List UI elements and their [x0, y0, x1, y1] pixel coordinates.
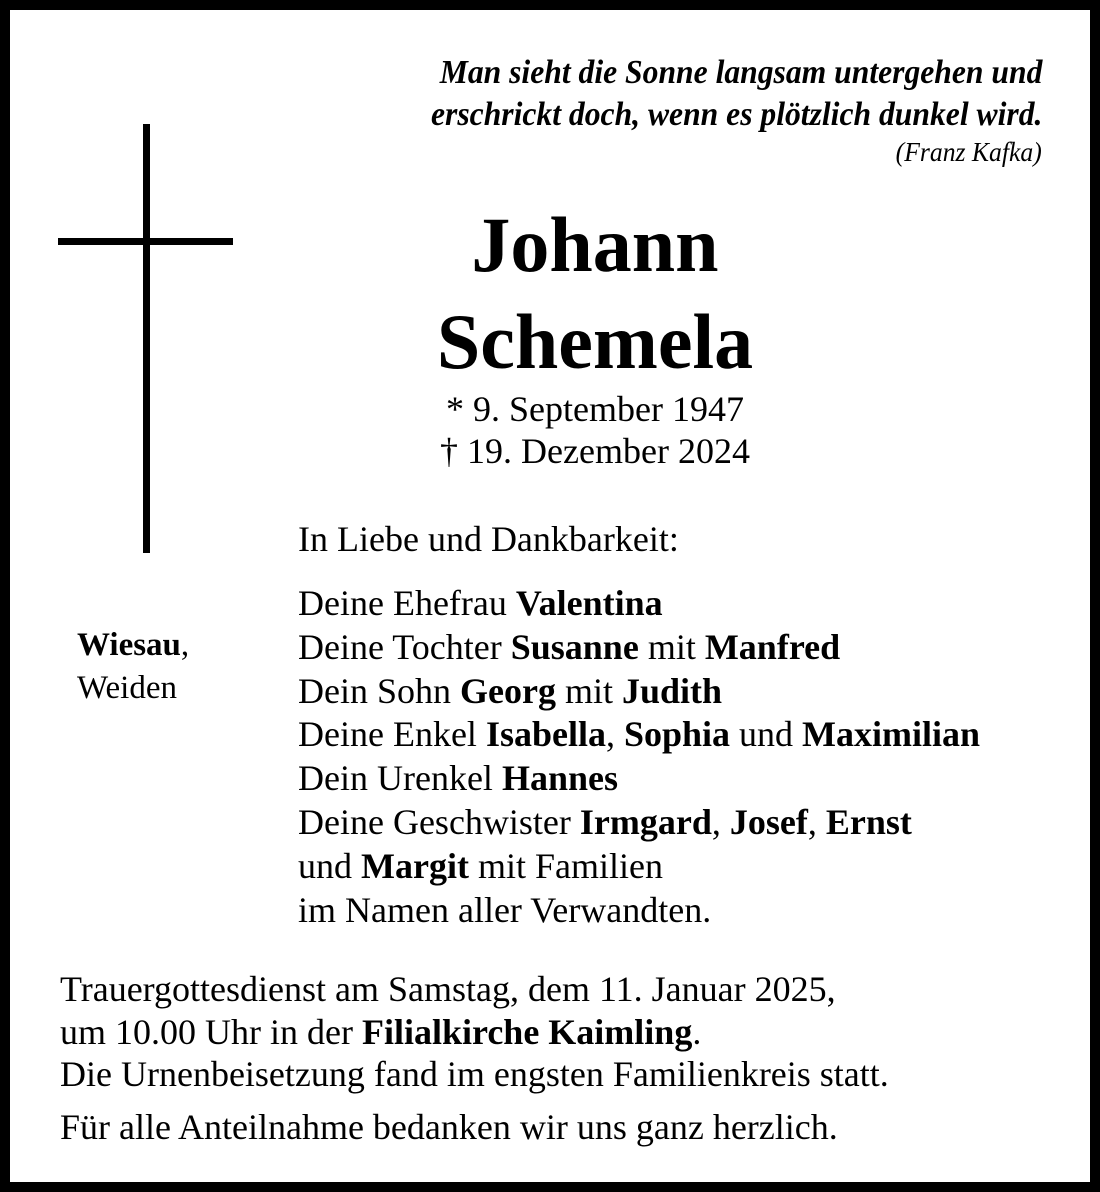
birth-date: 9. September 1947 — [473, 389, 744, 429]
quote-line-1: Man sieht die Sonne langsam untergehen und — [439, 54, 1042, 91]
mourner-text: Deine Geschwister — [298, 801, 580, 842]
mourner-text: Deine Ehefrau — [298, 583, 516, 623]
service-period: . — [692, 1011, 702, 1052]
thanks-note: Für alle Anteilnahme bedanken wir uns ganz herzlich. — [60, 1106, 838, 1147]
mourner-line — [298, 582, 980, 626]
mourner-text: , — [605, 714, 624, 755]
mourner-text: Dein Sohn — [298, 670, 460, 711]
birth-line — [300, 388, 890, 430]
deceased-last-name: Schemela — [436, 298, 754, 385]
place-secondary: Weiden — [77, 670, 177, 706]
birth-star-icon: * — [446, 389, 465, 429]
life-dates — [300, 388, 890, 472]
mourner-name: Georg — [460, 670, 556, 711]
mourners-intro: In Liebe und Dankbarkeit: — [298, 519, 679, 559]
mourner-name: Susanne — [510, 626, 639, 667]
mourner-line — [298, 626, 980, 670]
mourner-text: mit — [555, 670, 622, 711]
cross-horizontal-bar — [58, 238, 233, 245]
death-line — [300, 430, 890, 472]
mourners-list — [298, 582, 980, 932]
mourner-name: Maximilian — [802, 714, 981, 755]
service-date-line: Trauergottesdienst am Samstag, dem 11. Januar 2025, — [60, 969, 836, 1009]
mourner-text: , — [711, 801, 730, 842]
mourner-name: Sophia — [623, 714, 731, 755]
cross-vertical-bar — [143, 124, 150, 553]
mourner-name: Manfred — [704, 626, 841, 667]
place — [77, 624, 189, 710]
service-time: um 10.00 Uhr in der — [60, 1011, 362, 1052]
mourner-line — [298, 713, 980, 757]
mourner-text: im Namen aller Verwandten. — [298, 889, 712, 930]
mourner-name: Margit — [361, 845, 469, 886]
place-primary: Wiesau — [77, 627, 181, 663]
quote — [385, 52, 1042, 136]
mourner-name: Irmgard — [579, 801, 712, 842]
mourner-name: Judith — [621, 670, 723, 711]
mourner-name: Hannes — [501, 758, 618, 799]
place-separator: , — [180, 627, 190, 663]
mourner-text: mit Familien — [468, 845, 663, 886]
mourner-name: Ernst — [825, 801, 912, 842]
mourner-text: Deine Enkel — [298, 714, 486, 755]
mourner-text: Deine Tochter — [298, 626, 511, 667]
mourner-line — [298, 889, 980, 933]
place-primary-line — [77, 624, 189, 667]
service-info — [60, 968, 889, 1148]
mourner-line — [298, 757, 980, 801]
mourner-name: Isabella — [485, 714, 606, 755]
mourner-line — [298, 845, 980, 889]
service-church: Filialkirche Kaimling — [361, 1011, 693, 1052]
mourner-name: Valentina — [515, 583, 663, 623]
quote-author: (Franz Kafka) — [895, 137, 1042, 167]
service-location-line — [60, 1011, 889, 1054]
death-dagger-icon: † — [440, 431, 459, 471]
deceased-first-name: Johann — [471, 201, 719, 288]
mourner-line — [298, 670, 980, 714]
burial-note: Die Urnenbeisetzung fand im engsten Familienkreis statt. — [60, 1054, 889, 1094]
mourner-text: und — [730, 714, 803, 755]
death-date: 19. Dezember 2024 — [467, 431, 750, 471]
mourner-name: Josef — [729, 801, 808, 842]
mourner-text: , — [807, 801, 826, 842]
quote-line-2: erschrickt doch, wenn es plötzlich dunkel wird. — [430, 96, 1042, 133]
mourner-line — [298, 801, 980, 845]
mourner-text: und — [298, 845, 361, 886]
mourner-text: mit — [638, 626, 705, 667]
mourner-text: Dein Urenkel — [298, 758, 502, 799]
